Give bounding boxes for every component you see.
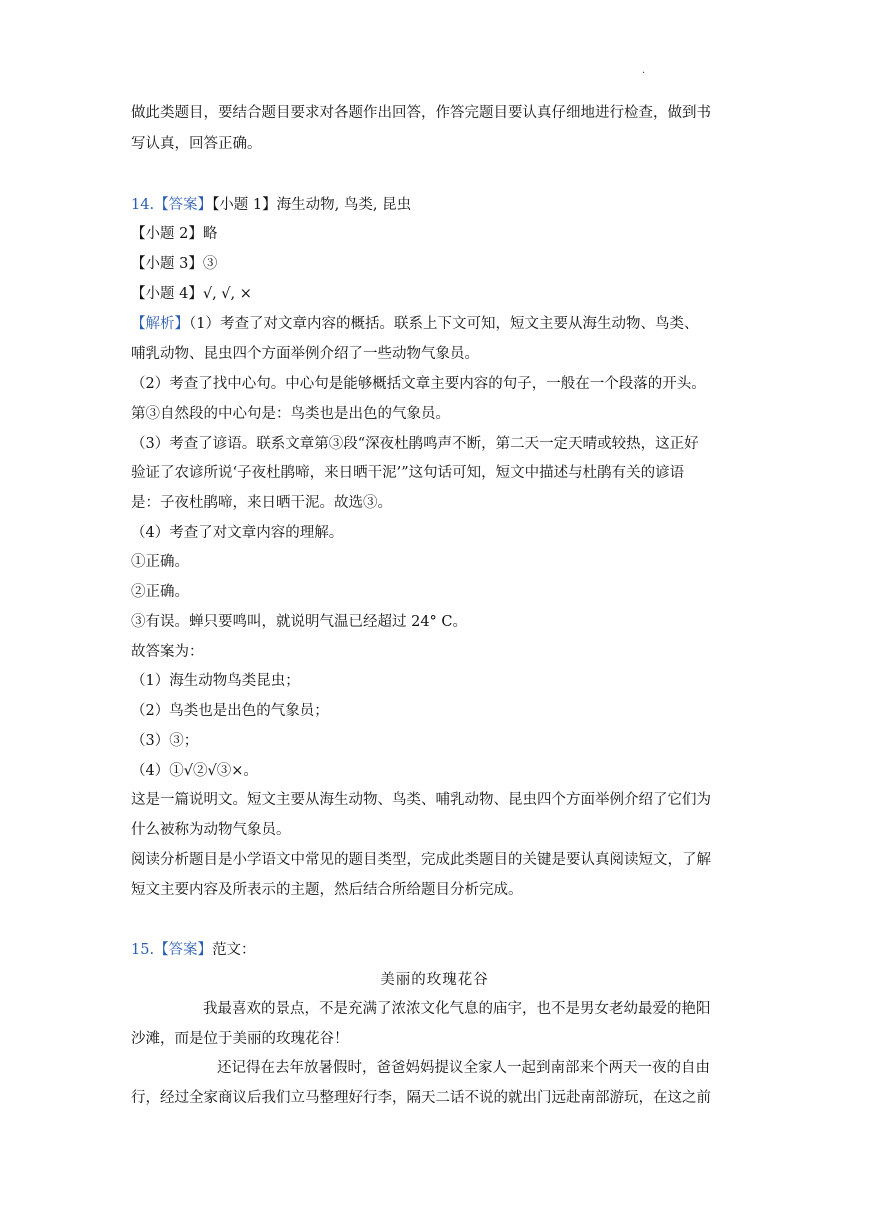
q14-analysis-tag: 【解析】 bbox=[131, 316, 189, 332]
essay-title: 美丽的玫瑰花谷 bbox=[380, 972, 489, 988]
essay-line: 还记得在去年放暑假时，爸爸妈妈提议全家人一起到南部来个两天一夜的自由 bbox=[217, 1060, 710, 1076]
q15-answer-text: 范文： bbox=[212, 942, 256, 958]
analysis-line: 阅读分析题目是小学语文中常见的题目类型，完成此类题目的关键是要认真阅读短文，了解 bbox=[131, 852, 711, 868]
essay-line: 我最喜欢的景点，不是充满了浓浓文化气息的庙宇，也不是男女老幼最爱的艳阳 bbox=[203, 1001, 711, 1017]
analysis-line: ②正确。 bbox=[131, 584, 189, 600]
intro-line-2: 写认真，回答正确。 bbox=[131, 136, 262, 152]
analysis-line: （4）考查了对文章内容的理解。 bbox=[131, 525, 344, 541]
q14-subanswer-4: 【小题 4】√, √, × bbox=[131, 286, 252, 302]
q14-analysis-text: （1）考查了对文章内容的概括。联系上下文可知，短文主要从海生动物、鸟类、 bbox=[189, 316, 699, 332]
analysis-line: （4）①√②√③×。 bbox=[131, 763, 258, 779]
q14-subanswer-3: 【小题 3】③ bbox=[131, 256, 218, 272]
analysis-line: 哺乳动物、昆虫四个方面举例介绍了一些动物气象员。 bbox=[131, 346, 479, 362]
analysis-line: ①正确。 bbox=[131, 554, 189, 570]
essay-line: 沙滩，而是位于美丽的玫瑰花谷！ bbox=[131, 1031, 349, 1047]
analysis-line: （3）考查了谚语。联系文章第③段“深夜杜鹃鸣声不断，第二天一定天晴或较热，这正好 bbox=[131, 436, 699, 452]
q14-answer-tag: 【答案】 bbox=[154, 197, 213, 213]
analysis-line: ③有误。蝉只要鸣叫，就说明气温已经超过 24° C。 bbox=[131, 614, 468, 630]
q14-answer-line bbox=[131, 195, 411, 215]
analysis-line: （2）考查了找中心句。中心句是能够概括文章主要内容的句子，一般在一个段落的开头。 bbox=[131, 376, 706, 392]
intro-line-1: 做此类题目，要结合题目要求对各题作出回答，作答完题目要认真仔细地进行检查，做到书 bbox=[131, 105, 711, 121]
analysis-line: 验证了农谚所说‘子夜杜鹃啼，来日晒干泥’”这句话可知，短文中描述与杜鹃有关的谚语 bbox=[131, 465, 685, 481]
q14-subanswer-2: 【小题 2】略 bbox=[131, 226, 218, 242]
q14-subanswer-1: 【小题 1】海生动物, 鸟类, 昆虫 bbox=[212, 197, 412, 213]
q14-analysis-first-line bbox=[131, 314, 698, 334]
analysis-line: 是：子夜杜鹃啼，来日晒干泥。故选③。 bbox=[131, 495, 392, 511]
essay-line: 行，经过全家商议后我们立马整理好行李，隔天二话不说的就出门远赴南部游玩，在这之前 bbox=[131, 1090, 711, 1106]
q15-answer-tag: 【答案】 bbox=[154, 942, 213, 958]
q14-number: 14. bbox=[131, 197, 155, 213]
analysis-line: 第③自然段的中心句是：鸟类也是出色的气象员。 bbox=[131, 406, 450, 422]
q15-number: 15. bbox=[131, 942, 155, 958]
analysis-line: （1）海生动物鸟类昆虫； bbox=[131, 673, 300, 689]
analysis-line: （2）鸟类也是出色的气象员； bbox=[131, 703, 329, 719]
q15-answer-line bbox=[131, 940, 256, 960]
analysis-line: 短文主要内容及所表示的主题，然后结合所给题目分析完成。 bbox=[131, 882, 523, 898]
analysis-line: 什么被称为动物气象员。 bbox=[131, 822, 291, 838]
analysis-line: （3）③； bbox=[131, 733, 199, 749]
analysis-line: 故答案为： bbox=[131, 644, 204, 660]
analysis-line: 这是一篇说明文。短文主要从海生动物、鸟类、哺乳动物、昆虫四个方面举例介绍了它们为 bbox=[131, 792, 711, 808]
page-mark: · bbox=[642, 68, 646, 79]
